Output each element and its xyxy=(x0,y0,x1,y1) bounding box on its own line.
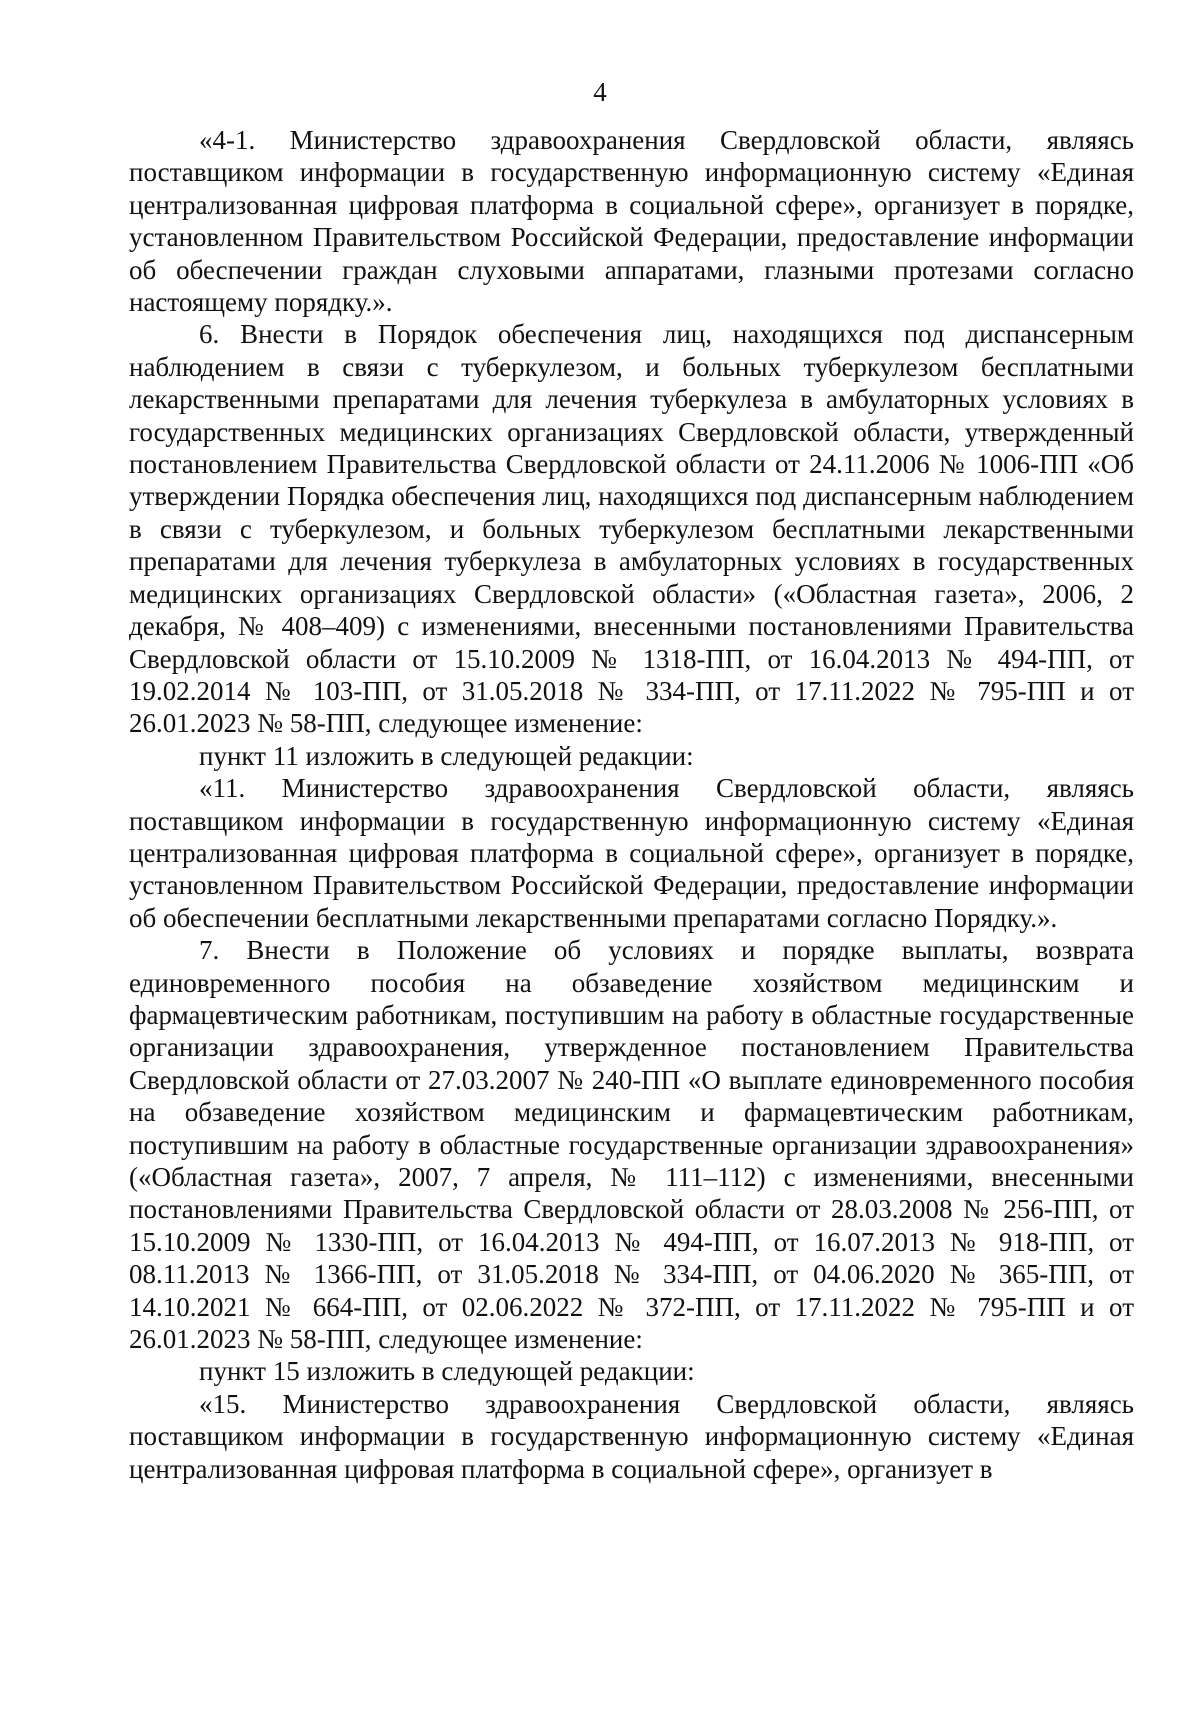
paragraph-4-1: «4-1. Министерство здравоохранения Свердловской области, являясь поставщиком информации в государственную информационную систему «Единая централизованная цифровая платформа в социальной сфере», организует в порядке, установленном Правительством Российской Федерации, предоставление информации об обеспечении граждан слуховыми аппаратами, глазными протезами согласно настоящему порядку.». xyxy=(129,125,1134,318)
paragraph-item-11-intro: пункт 11 изложить в следующей редакции: xyxy=(199,740,694,771)
paragraph-item-7: 7. Внести в Положение об условиях и порядке выплаты, возврата единовременного пособия на обзаведение хозяйством медицинским и фармацевтическим работникам, поступившим на работу в областные государственные организации здравоохранения, утвержденное постановлением Правительства Свердловской области от 27.03.2007 № 240-ПП «О выплате единовременного пособия на обзаведение хозяйством медицинским и фармацевтическим работникам, поступившим на работу в областные государственные организации здравоохранения» («Областная газета», 2007, 7 апреля, № 111–112) с изменениями, внесенными постановлениями Правительства Свердловской области от 28.03.2008 № 256-ПП, от 15.10.2009 № 1330-ПП, от 16.04.2013 № 494-ПП, от 16.07.2013 № 918-ПП, от 08.11.2013 № 1366-ПП, от 31.05.2018 № 334-ПП, от 04.06.2020 № 365-ПП, от 14.10.2021 № 664-ПП, от 02.06.2022 № 372-ПП, от 17.11.2022 № 795-ПП и от 26.01.2023 № 58-ПП, следующее изменение: xyxy=(129,935,1134,1355)
paragraph-item-15-text: «15. Министерство здравоохранения Свердловской области, являясь поставщиком информации в государственную информационную систему «Единая централизованная цифровая платформа в социальной сфере», организует в xyxy=(129,1388,1134,1484)
paragraph-item-6: 6. Внести в Порядок обеспечения лиц, находящихся под диспансерным наблюдением в связи с туберкулезом, и больных туберкулезом бесплатными лекарственными препаратами для лечения туберкулеза в амбулаторных условиях в государственных медицинских организациях Свердловской области, утвержденный постановлением Правительства Свердловской области от 24.11.2006 № 1006-ПП «Об утверждении Порядка обеспечения лиц, находящихся под диспансерным наблюдением в связи с туберкулезом, и больных туберкулезом бесплатными лекарственными препаратами для лечения туберкулеза в амбулаторных условиях в государственных медицинских организациях Свердловской области» («Областная газета», 2006, 2 декабря, № 408–409) с изменениями, внесенными постановлениями Правительства Свердловской области от 15.10.2009 № 1318-ПП, от 16.04.2013 № 494-ПП, от 19.02.2014 № 103-ПП, от 31.05.2018 № 334-ПП, от 17.11.2022 № 795-ПП и от 26.01.2023 № 58-ПП, следующее изменение: xyxy=(129,319,1134,739)
paragraph-item-11-text: «11. Министерство здравоохранения Свердловской области, являясь поставщиком информации в государственную информационную систему «Единая централизованная цифровая платформа в социальной сфере», организует в порядке, установленном Правительством Российской Федерации, предоставление информации об обеспечении бесплатными лекарственными препаратами согласно Порядку.». xyxy=(129,773,1134,933)
paragraph-item-15-intro: пункт 15 изложить в следующей редакции: xyxy=(199,1356,695,1387)
page-number: 4 xyxy=(593,77,607,107)
document-body xyxy=(129,124,1134,1485)
